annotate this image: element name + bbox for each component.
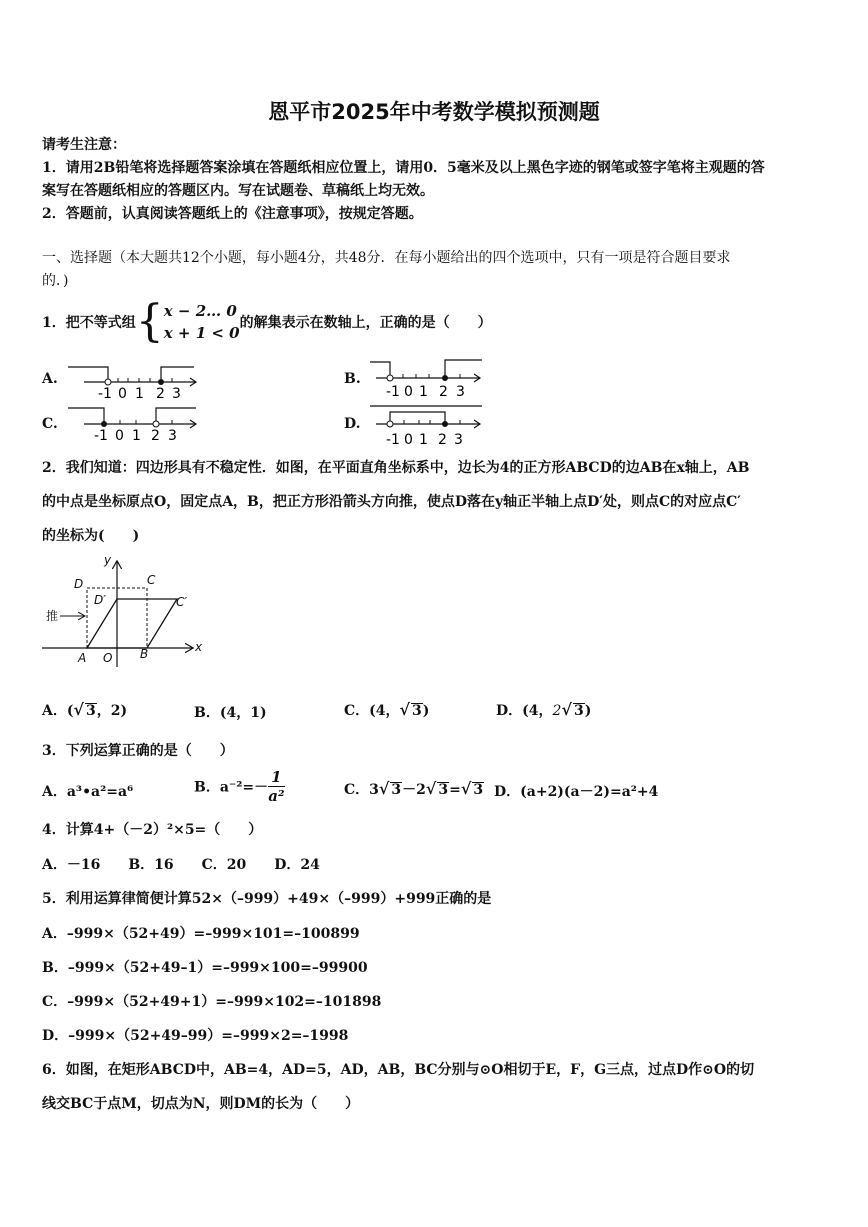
inequality-2: x + 1 < 0 [163,324,240,342]
tick-label: -1 [386,384,400,400]
q3-option-b-prefix: B．a⁻²=－ [194,779,269,796]
tick-label: 1 [135,386,144,400]
q3-option-c-radicand-1: 3 [391,782,402,798]
notice-item-2: 2．答题前，认真阅读答题纸上的《注意事项》，按规定答题。 [42,206,423,222]
tick-label: 0 [404,432,413,448]
notice-heading: 请考生注意： [42,137,126,153]
system-brace-icon: { [135,296,164,347]
q3-option-c-radicand-3: 3 [473,782,484,798]
question-4-stem: 4．计算4+（－2）²×5=（ ） [42,822,263,838]
tick-label: 1 [419,384,428,400]
tick-label: 3 [456,384,465,400]
tick-label: 2 [438,432,447,448]
sqrt-icon: √ [378,779,390,798]
q1-option-c-label: C. [42,416,58,432]
q2-option-c-suffix: ) [422,703,430,719]
question-4-options: A．－16 B．16 C．20 D．24 [42,857,320,873]
q5-option-a: A．–999×（52+49）=–999×101=–100899 [42,926,360,942]
q2-option-d-prefix: D．(4， [496,703,553,719]
question-2-line-2: 的中点是坐标原点O，固定点A，B，把正方形沿箭头方向推，使点D落在y轴正半轴上点D′处，则点C的对应点C′ [42,494,741,510]
q1-option-b-label: B. [344,371,361,387]
question-6-line-1: 6．如图，在矩形ABCD中，AB=4，AD=5，AD，AB，BC分别与⊙O相切于E，F，G三点，过点D作⊙O的切 [42,1062,755,1078]
sqrt-icon: √ [399,700,411,719]
tick-label: 3 [172,386,181,400]
q3-option-b [194,768,285,808]
q5-option-c: C．–999×（52+49+1）=–999×102=–101898 [42,994,382,1010]
q5-option-b: B．–999×（52+49–1）=–999×100=–99900 [42,960,368,976]
section-heading-line-2: 的．) [42,273,69,289]
q2-option-d-radicand: 3 [573,703,584,719]
tick-label: -1 [386,432,400,448]
fraction-denominator: a² [268,787,285,805]
q2-option-c-prefix: C．(4， [344,703,400,719]
number-line-b [366,352,488,400]
section-heading-line-1: 一、选择题（本大题共12个小题，每小题4分，共48分．在每小题给出的四个选项中，只有一项是符合题目要求 [42,250,731,266]
number-line-c [64,402,204,446]
question-2-line-1: 2．我们知道：四边形具有不稳定性．如图，在平面直角坐标系中，边长为4的正方形ABCD的边AB在x轴上，AB [42,460,750,476]
x-axis-label: x [195,640,203,654]
tick-label: -1 [94,428,108,444]
q2-option-c [344,700,429,720]
point-d-label: D [74,577,84,591]
inequality-system [164,300,240,344]
fraction [268,768,284,805]
q3-option-d: D．(a+2)(a－2)=a²+4 [494,784,659,800]
question-3-stem: 3．下列运算正确的是（ ） [42,743,234,759]
tick-label: -1 [98,386,112,400]
tick-label: 2 [151,428,160,444]
q2-option-d-coefficient: 2 [552,703,562,719]
question-6-line-2: 线交BC于点M，切点为N，则DM的长为（ ） [42,1096,360,1112]
question-1-stem [42,296,492,347]
y-axis-label: y [104,553,112,567]
tick-label: 3 [454,432,463,448]
question-1-prefix: 1．把不等式组 [42,315,136,331]
question-2-line-3: 的坐标为( ) [42,528,140,544]
page-title: 恩平市2025年中考数学模拟预测题 [268,100,600,124]
q3-option-c-part-1: C．3 [344,782,379,798]
parallelogram-figure [40,552,210,672]
q3-option-c-part-3: = [449,782,461,798]
number-line-d [366,402,488,448]
q1-option-a-label: A. [42,371,58,387]
q2-option-c-radicand: 3 [412,703,422,719]
q2-option-a-suffix: ，2) [96,703,128,719]
q2-option-d [496,700,591,720]
question-5-stem: 5．利用运算律简便计算52×（–999）+49×（–999）+999正确的是 [42,891,492,907]
point-b-label: B [140,647,149,661]
tick-label: 2 [156,386,165,400]
point-c-label: C [147,573,156,587]
tick-label: 1 [419,432,428,448]
sqrt-icon: √ [561,700,572,719]
push-label: 推 [46,609,59,623]
tick-label: 1 [132,428,141,444]
origin-o-label: O [103,651,113,665]
point-a-label: A [78,651,87,665]
q2-option-a-prefix: A．( [42,703,74,719]
q3-option-a: A．a³•a²=a⁶ [42,784,134,800]
inequality-1: x − 2… 0 [163,302,237,320]
tick-label: 0 [118,386,127,400]
sqrt-icon: √ [73,700,85,719]
q3-option-c-radicand-2: 3 [438,782,449,798]
sqrt-icon: √ [460,779,472,798]
q2-option-a [42,700,127,720]
tick-label: 0 [404,384,413,400]
number-line-a [64,352,204,400]
q3-option-c [344,779,484,799]
q2-option-d-suffix: ) [584,703,592,719]
tick-label: 0 [115,428,124,444]
q2-option-b: B．(4，1) [194,705,267,721]
point-d-prime-label: D′ [94,593,106,607]
tick-label: 3 [168,428,177,444]
notice-item-1-line-1: 1．请用2B铅笔将选择题答案涂填在答题纸相应位置上，请用0．5毫米及以上黑色字迹的钢笔或签字笔将主观题的答 [42,160,765,176]
q1-option-d-label: D. [344,416,361,432]
point-c-prime-label: C′ [176,595,188,609]
notice-item-1-line-2: 案写在答题纸相应的答题区内。写在试题卷、草稿纸上均无效。 [42,183,434,199]
q3-option-c-part-2: －2 [402,782,426,798]
sqrt-icon: √ [425,779,437,798]
tick-label: 2 [439,384,448,400]
fraction-numerator: 1 [268,768,284,787]
q5-option-d: D．–999×（52+49–99）=–999×2=–1998 [42,1028,349,1044]
q2-option-a-radicand: 3 [86,703,96,719]
question-1-suffix: 的解集表示在数轴上，正确的是（ ） [239,315,492,331]
